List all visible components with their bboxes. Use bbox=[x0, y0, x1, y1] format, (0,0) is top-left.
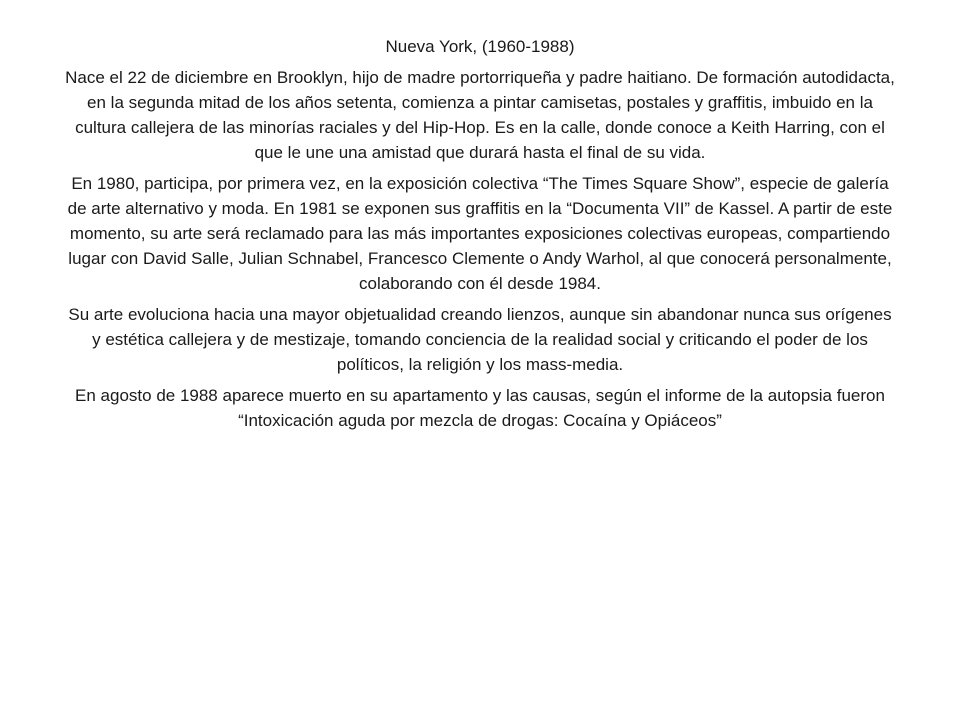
paragraph-career: En 1980, participa, por primera vez, en la exposición colectiva “The Times Square Show”, especie de galería de arte alternativo y moda. En 1981 se exponen sus graffitis en la “Documenta VII” de Kassel. A partir de este momento, su arte será reclamado para las más importantes exposiciones colectivas europeas, compartiendo lugar con David Salle, Julian Schnabel, Francesco Clemente o Andy Warhol, al que conocerá personalmente, colaborando con él desde 1984. bbox=[67, 174, 893, 293]
paragraph-death: En agosto de 1988 aparece muerto en su apartamento y las causas, según el informe de la autopsia fueron “Intoxicación aguda por mezcla de drogas: Cocaína y Opiáceos” bbox=[75, 386, 885, 430]
slide-text-body bbox=[64, 34, 896, 439]
paragraph-birth: Nace el 22 de diciembre en Brooklyn, hijo de madre portorriqueña y padre haitiano. De formación autodidacta, en la segunda mitad de los años setenta, comienza a pintar camisetas, postales y graffitis, imbuido en la cultura callejera de las minorías raciales y del Hip-Hop. Es en la calle, donde conoce a Keith Harring, con el que le une una amistad que durará hasta el final de su vida. bbox=[65, 68, 895, 162]
paragraph-evolution: Su arte evoluciona hacia una mayor objetualidad creando lienzos, aunque sin abandonar nunca sus orígenes y estética callejera y de mestizaje, tomando conciencia de la realidad social y criticando el poder de los políticos, la religión y los mass-media. bbox=[68, 305, 892, 374]
slide-heading: Nueva York, (1960-1988) bbox=[385, 37, 575, 56]
